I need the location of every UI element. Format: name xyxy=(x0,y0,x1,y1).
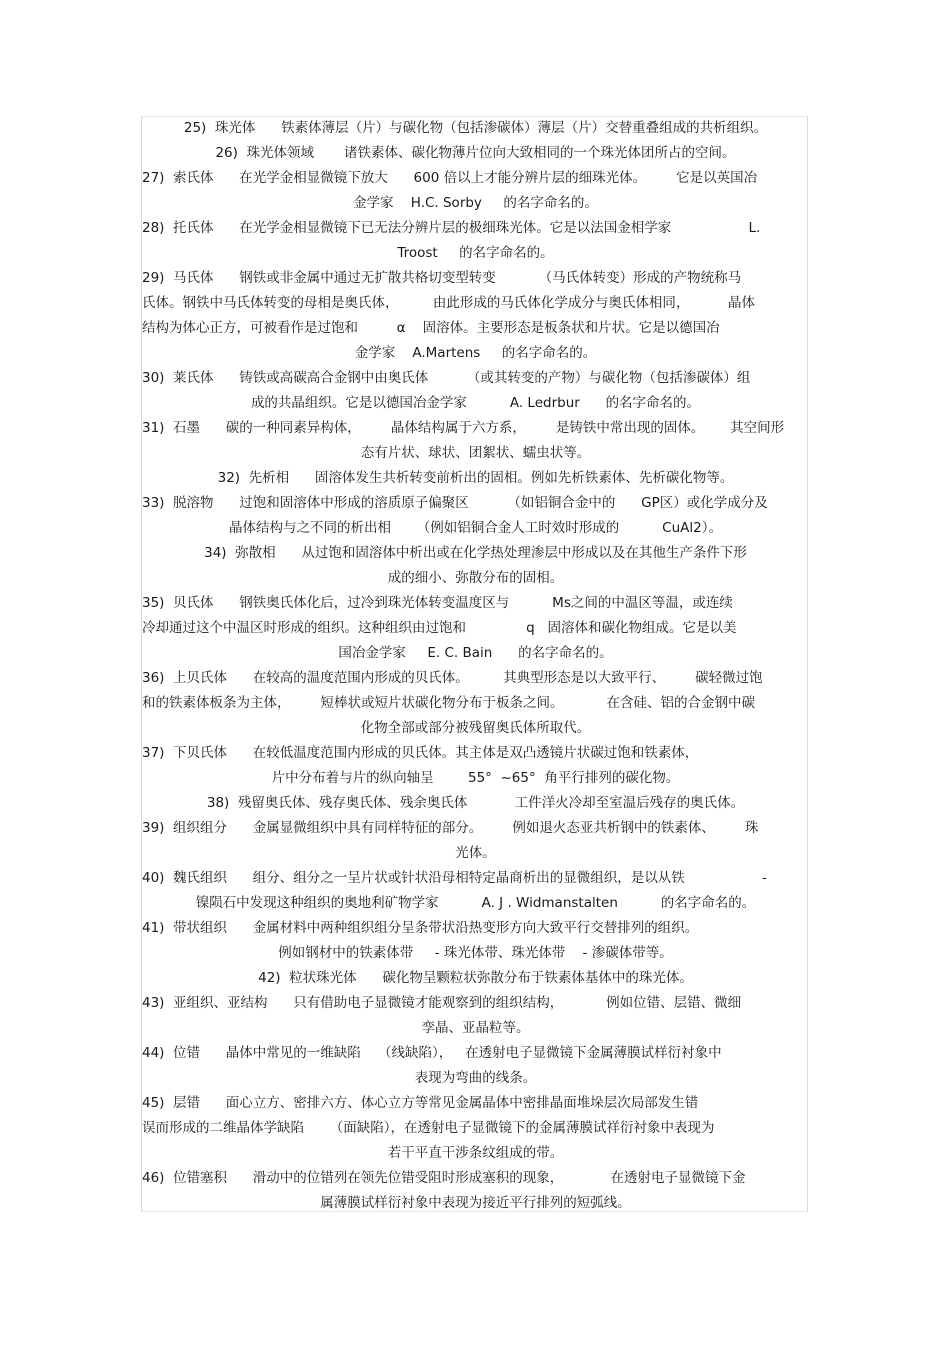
entry-33-line-1: 33) 脱溶物 过饱和固溶体中形成的溶质原子偏聚区 （如铝铜合金中的 GP区）或化学成分及 xyxy=(142,495,768,511)
entry-45-line-2: 误而形成的二维晶体学缺陷 （面缺陷），在透射电子显微镜下的金属薄膜试祥衍衬象中表现为 xyxy=(142,1120,715,1136)
entry-35-line-1: 35) 贝氏体 钢铁奥氏体化后，过冷到珠光体转变温度区与 Ms之间的中温区等温，或连续 xyxy=(142,595,733,611)
entry-39-line-1: 39) 组织组分 金属显微组织中具有同样特征的部分。 例如退火态亚共析钢中的铁素体、 珠 xyxy=(142,820,759,836)
entry-40-line-1: 40) 魏氏组织 组分、组分之一呈片状或针状沿母相特定晶商析出的显微组织，是以从铁 - xyxy=(142,870,767,886)
entry-29-line-3: 结构为体心正方，可被看作是过饱和 α 固溶体。主要形态是板条状和片状。它是以德国冶 xyxy=(142,320,720,336)
entry-43-line-1: 43) 亚组织、亚结构 只有借助电子显微镜才能观察到的组织结构， 例如位错、层错、微细 xyxy=(142,995,742,1011)
entry-44-line-1: 44) 位错 晶体中常见的一维缺陷 （线缺陷）， 在透射电子显微镜下金属薄膜试样衍衬象中 xyxy=(142,1045,722,1061)
entry-29-line-2: 氏体。钢铁中马氏体转变的母相是奥氏体， 由此形成的马氏体化学成分与奥氏体相同， 晶体 xyxy=(142,295,755,311)
entry-41-line-2: 例如钢材中的铁素体带 - 珠光体带、珠光体带 - 渗碳体带等。 xyxy=(278,945,673,961)
entry-34-line-1: 34) 弥散相 从过饱和固溶体中析出或在化学热处理渗层中形成以及在其他生产条件下形 xyxy=(204,545,747,561)
entry-30-line-2: 成的共晶组织。它是以德国冶金学家 A. Ledrbur 的名字命名的。 xyxy=(250,395,701,411)
entry-26-line-1: 26) 珠光体领域 诸铁素体、碳化物薄片位向大致相同的一个珠光体团所占的空间。 xyxy=(215,145,736,161)
entry-30-line-1: 30) 莱氏体 铸铁或高碳高合金钢中由奥氏体 （或其转变的产物）与碳化物（包括渗碳体）组 xyxy=(142,370,751,386)
entry-41-line-1: 41) 带状组织 金属材料中两种组织组分呈条带状沿热变形方向大致平行交替排列的组织。 xyxy=(142,920,699,936)
entry-36-line-2: 和的铁素体板条为主体， 短棒状或短片状碳化物分布于板条之间。 在含硅、铝的合金钢中碳 xyxy=(142,695,755,711)
entry-39-line-2: 光体。 xyxy=(455,845,496,861)
entry-37-line-2: 片中分布着与片的纵向轴呈 55° ~65° 角平行排列的碳化物。 xyxy=(271,770,680,786)
entry-36-line-3: 化物全部或部分被残留奥氏体所取代。 xyxy=(360,720,591,736)
entry-33-line-2: 晶体结构与之不同的析出相 （例如铝铜合金人工时效时形成的 CuAl2）。 xyxy=(229,520,722,536)
entry-32-line-1: 32) 先析相 固溶体发生共析转变前析出的固相。例如先析铁素体、先析碳化物等。 xyxy=(217,470,734,486)
entry-45-line-1: 45) 层错 面心立方、密排六方、体心立方等常见金属晶体中密排晶面堆垛层次局部发生错 xyxy=(142,1095,699,1111)
entry-42-line-1: 42) 粒状珠光体 碳化物呈颗粒状弥散分布于铁素体基体中的珠光体。 xyxy=(258,970,693,986)
entry-28-line-1: 28) 托氏体 在光学金相显微镜下已无法分辨片层的极细珠光体。它是以法国金相学家 L. xyxy=(142,220,761,236)
entry-36-line-1: 36) 上贝氏体 在较高的温度范围内形成的贝氏体。 其典型形态是以大致平行、 碳轻微过饱 xyxy=(142,670,763,686)
entry-27-line-1: 27) 索氏体 在光学金相显微镜下放大 600 倍以上才能分辨片层的细珠光体。 它是以英国冶 xyxy=(142,170,758,186)
entry-29-line-4: 金学家 A.Martens 的名字命名的。 xyxy=(354,345,597,361)
entry-35-line-2: 冷却通过这个中温区时形成的组织。这种组织由过饱和 q 固溶体和碳化物组成。它是以美 xyxy=(142,620,737,636)
entry-31-line-2: 态有片状、球状、团絮状、蠕虫状等。 xyxy=(360,445,591,461)
entry-43-line-2: 孪晶、亚晶粒等。 xyxy=(421,1020,530,1036)
entry-38-line-1: 38) 残留奥氏体、残存奥氏体、残余奥氏体 工件洋火冷却至室温后残存的奥氏体。 xyxy=(206,795,745,811)
entry-34-line-2: 成的细小、弥散分布的固相。 xyxy=(387,570,564,586)
entry-46-line-1: 46) 位错塞积 滑动中的位错列在领先位错受阻时形成塞积的现象， 在透射电子显微镜下金 xyxy=(142,1170,746,1186)
entry-44-line-2: 表现为弯曲的线条。 xyxy=(414,1070,537,1086)
entry-29-line-1: 29) 马氏体 钢铁或非金属中通过无扩散共格切变型转变 （马氏体转变）形成的产物统称马 xyxy=(142,270,742,286)
entry-46-line-2: 属薄膜试样衍衬象中表现为接近平行排列的短弧线。 xyxy=(320,1195,631,1211)
entry-35-line-3: 国冶金学家 E. C. Bain 的名字命名的。 xyxy=(338,645,613,661)
entry-28-line-2: Troost 的名字命名的。 xyxy=(397,245,554,261)
entry-25-line-1: 25) 珠光体 铁素体薄层（片）与碳化物（包括渗碳体）薄层（片）交替重叠组成的共析组织。 xyxy=(183,120,768,136)
entry-27-line-2: 金学家 H.C. Sorby 的名字命名的。 xyxy=(353,195,598,211)
entry-37-line-1: 37) 下贝氏体 在较低温度范围内形成的贝氏体。其主体是双凸透镜片状碳过饱和铁素体， xyxy=(142,745,699,761)
entry-31-line-1: 31) 石墨 碳的一种同素异构体， 晶体结构属于六方系， 是铸铁中常出现的固体。 其空间形 xyxy=(142,420,785,436)
entry-45-line-3: 若干平直干涉条纹组成的带。 xyxy=(387,1145,564,1161)
document-page xyxy=(141,116,808,1212)
entry-40-line-2: 镍陨石中发现这种组织的奥地利矿物学家 A. J . Widmanstalten 的名字命名的。 xyxy=(195,895,756,911)
